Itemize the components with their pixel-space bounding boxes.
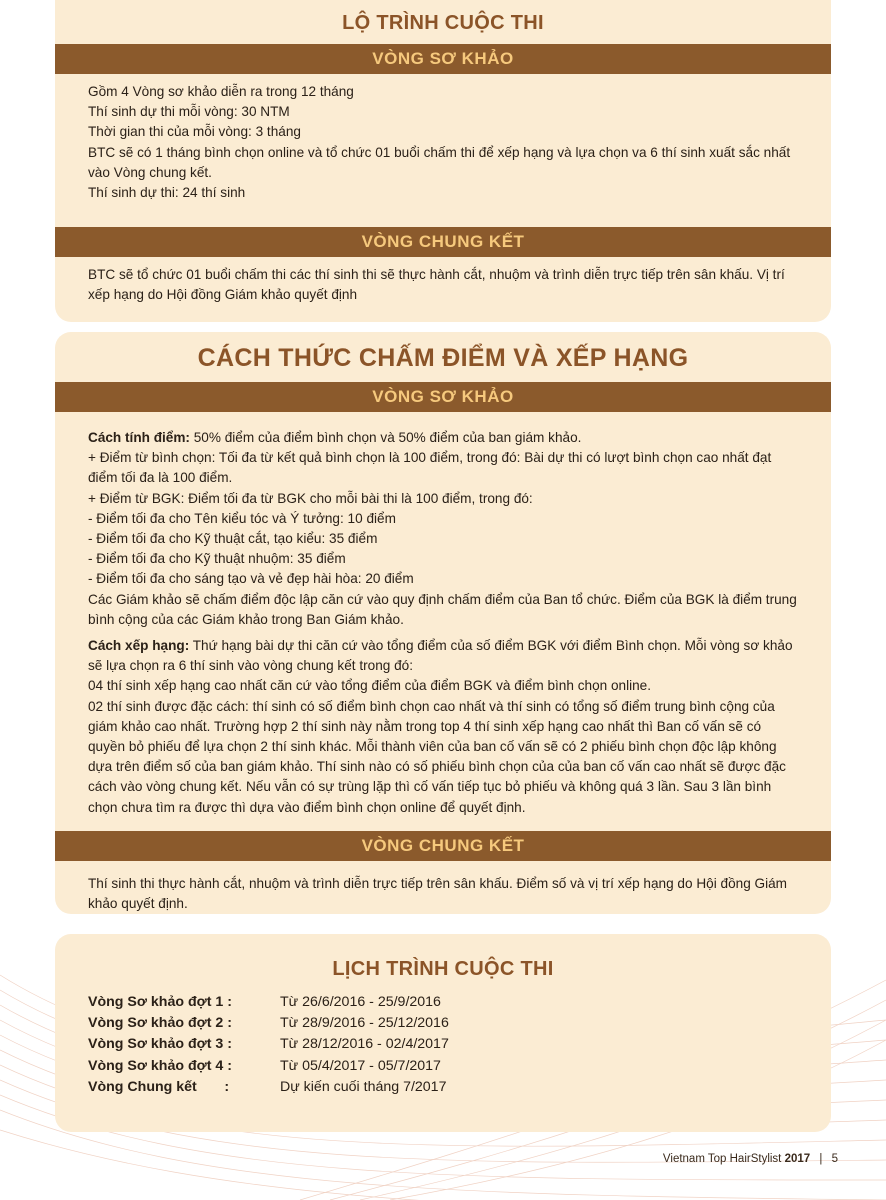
final-round-band: VÒNG CHUNG KẾT bbox=[55, 227, 831, 257]
text-line: - Điểm tối đa cho Tên kiểu tóc và Ý tưởng: 10 điểm bbox=[88, 510, 396, 526]
text-line: + Điểm từ BGK: Điểm tối đa từ BGK cho mỗi bài thi là 100 điểm, trong đó: bbox=[88, 490, 533, 506]
round-date: Từ 26/6/2016 - 25/9/2016 bbox=[280, 994, 441, 1010]
section-title: LỊCH TRÌNH CUỘC THI bbox=[332, 958, 554, 980]
text-line: Các Giám khảo sẽ chấm điểm độc lập căn cứ vào quy định chấm điểm của Ban tổ chức. Điểm của BGK là điểm trung bình cộng của các Giám khảo trong Ban Giám khảo. bbox=[88, 591, 797, 627]
round-label: Vòng Chung kết : bbox=[88, 1078, 230, 1095]
schedule-row bbox=[88, 1013, 449, 1034]
page-footer bbox=[663, 1153, 838, 1165]
ranking-intro: Thứ hạng bài dự thi căn cứ vào tổng điểm của số điểm BGK với điểm Bình chọn. Mỗi vòng sơ khảo sẽ lựa chọn ra 6 thí sinh vào vòng chung kết trong đó: bbox=[88, 638, 793, 674]
schedule-row bbox=[88, 1034, 449, 1055]
text-line: Thời gian thi của mỗi vòng: 3 tháng bbox=[88, 124, 301, 140]
schedule-list bbox=[88, 992, 449, 1098]
prelim-round-band: VÒNG SƠ KHẢO bbox=[55, 44, 831, 74]
schedule-row bbox=[88, 1077, 449, 1098]
scoring-label: Cách tính điểm: bbox=[88, 430, 190, 445]
round-label: Vòng Sơ khảo đợt 3 : bbox=[88, 1036, 232, 1053]
scoring-intro: 50% điểm của điểm bình chọn và 50% điểm của ban giám khảo. bbox=[189, 430, 582, 445]
text-line: BTC sẽ có 1 tháng bình chọn online và tổ chức 01 buổi chấm thi để xếp hạng và lựa chọn va 6 thí sinh xuất sắc nhất vào Vòng chung kết. bbox=[88, 144, 791, 180]
prelim-round-text bbox=[88, 82, 800, 203]
final-round-text: BTC sẽ tổ chức 01 buổi chấm thi các thí sinh thi sẽ thực hành cắt, nhuộm và trình diễn trực tiếp trên sân khấu. Vị trí xếp hạng do Hội đồng Giám khảo quyết định bbox=[88, 267, 785, 303]
round-label: Vòng Sơ khảo đợt 4 : bbox=[88, 1057, 232, 1074]
footer-separator: | bbox=[819, 1153, 823, 1165]
schedule-row bbox=[88, 1056, 449, 1077]
footer-year: 2017 bbox=[784, 1153, 811, 1165]
section-title: CÁCH THỨC CHẤM ĐIỂM VÀ XẾP HẠNG bbox=[197, 344, 689, 372]
round-label: Vòng Sơ khảo đợt 2 : bbox=[88, 1015, 232, 1032]
round-label: Vòng Sơ khảo đợt 1 : bbox=[88, 994, 232, 1010]
text-line: - Điểm tối đa cho sáng tạo và vẻ đẹp hài hòa: 20 điểm bbox=[88, 571, 414, 587]
text-line: Thí sinh dự thi mỗi vòng: 30 NTM bbox=[88, 104, 290, 120]
text-line: 02 thí sinh được đặc cách: thí sinh có số điểm bình chọn cao nhất và thí sinh có tổng số điểm trung bình cộng của giám khảo cao nhất. Trường hợp 2 thí sinh này nằm trong top 4 thí sinh xếp hạng cao nhất thì Ban cố vấn sẽ có quyền bỏ phiếu để lựa chọn 2 thí sinh khác. Mỗi thành viên của ban cố vấn sẽ có 2 phiếu bình chọn độc lập không dựa trên điểm số của ban giám khảo. Thí sinh nào có số phiếu bình chọn của của ban cố vấn cao nhất sẽ được đặc cách vào vòng chung kết. Nếu vẫn có sự trùng lặp thì cố vấn tiếp tục bỏ phiếu và không quá 3 lần. Sau 3 lần bình chọn chưa tìm ra được thì dựa vào điểm bình chọn online để quyết định. bbox=[88, 698, 786, 815]
section-title: LỘ TRÌNH CUỘC THI bbox=[342, 12, 544, 34]
round-date: Từ 05/4/2017 - 05/7/2017 bbox=[280, 1057, 441, 1074]
final-round-text: Thí sinh thi thực hành cắt, nhuộm và trình diễn trực tiếp trên sân khấu. Điểm số và vị trí xếp hạng do Hội đồng Giám khảo quyết định. bbox=[88, 876, 788, 912]
page-number: 5 bbox=[831, 1153, 838, 1165]
schedule-panel bbox=[55, 934, 831, 1132]
competition-route-panel bbox=[55, 0, 831, 322]
ranking-label: Cách xếp hạng: bbox=[88, 638, 190, 654]
round-date: Từ 28/9/2016 - 25/12/2016 bbox=[280, 1015, 449, 1032]
text-line: Thí sinh dự thi: 24 thí sinh bbox=[88, 185, 246, 201]
scoring-method-text bbox=[88, 428, 800, 818]
round-date: Dự kiến cuối tháng 7/2017 bbox=[280, 1078, 447, 1095]
text-line: - Điểm tối đa cho Kỹ thuật cắt, tạo kiểu: 35 điểm bbox=[88, 531, 378, 547]
footer-brand: Vietnam Top HairStylist bbox=[662, 1153, 782, 1165]
text-line: + Điểm từ bình chọn: Tối đa từ kết quả bình chọn là 100 điểm, trong đó: Bài dự thi có lượt bình chọn cao nhất đạt điểm tối đa là 100 điểm. bbox=[88, 450, 772, 486]
round-date: Từ 28/12/2016 - 02/4/2017 bbox=[280, 1036, 449, 1053]
text-line: - Điểm tối đa cho Kỹ thuật nhuộm: 35 điểm bbox=[88, 551, 346, 567]
text-line: 04 thí sinh xếp hạng cao nhất căn cứ vào tổng điểm của điểm BGK và điểm bình chọn online. bbox=[88, 678, 652, 694]
scoring-ranking-panel bbox=[55, 332, 831, 914]
final-round-band: VÒNG CHUNG KẾT bbox=[55, 831, 831, 861]
text-line: Gồm 4 Vòng sơ khảo diễn ra trong 12 tháng bbox=[88, 84, 354, 99]
prelim-round-band: VÒNG SƠ KHẢO bbox=[55, 382, 831, 412]
schedule-row bbox=[88, 992, 449, 1013]
